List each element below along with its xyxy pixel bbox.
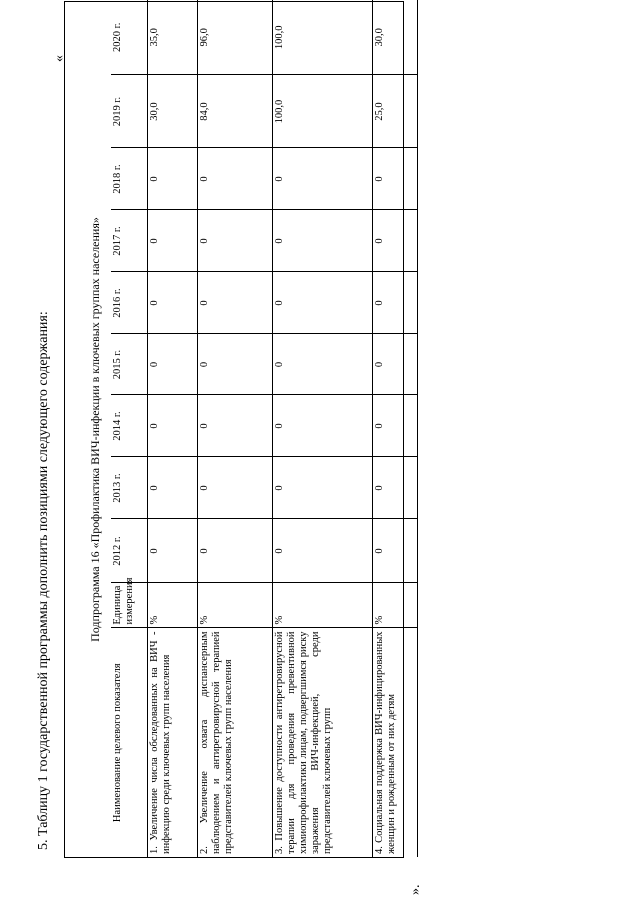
indicator-name: 1. Увеличение числа обследованных на ВИЧ - инфекцию среди ключевых групп населения (147, 628, 197, 857)
header-year: 2014 г. (111, 395, 147, 457)
value-cell: 0 (147, 148, 197, 210)
value-cell: 0 (197, 395, 272, 457)
indicator-table (111, 0, 418, 857)
header-unit: Единица измерения (111, 583, 147, 628)
value-cell: 0 (147, 334, 197, 395)
value-cell: 30,0 (372, 0, 417, 75)
header-year: 2018 г. (111, 148, 147, 210)
value-cell: 35,0 (147, 0, 197, 75)
value-cell: 0 (372, 395, 417, 457)
header-row (111, 0, 147, 857)
header-year: 2012 г. (111, 519, 147, 583)
table-row (272, 0, 372, 857)
table-row (147, 0, 197, 857)
value-cell: 0 (272, 395, 372, 457)
header-year: 2017 г. (111, 210, 147, 272)
value-cell: 0 (147, 519, 197, 583)
closing-quote: ». (408, 884, 423, 895)
indicator-name: 2. Увеличение охвата диспансерным наблюдением и антиретровирусной терапией представителей ключевых групп населения (197, 628, 272, 857)
value-cell: 0 (197, 272, 272, 334)
value-cell: 96,0 (197, 0, 272, 75)
value-cell: 0 (372, 334, 417, 395)
value-cell: 0 (372, 210, 417, 272)
value-cell: 0 (197, 457, 272, 519)
value-cell: 0 (272, 210, 372, 272)
header-year: 2019 г. (111, 75, 147, 148)
value-cell: 0 (372, 148, 417, 210)
value-cell: 0 (272, 334, 372, 395)
opening-quote: « (52, 55, 67, 62)
value-cell: 0 (147, 272, 197, 334)
value-cell: 100,0 (272, 75, 372, 148)
value-cell: 0 (197, 519, 272, 583)
header-year: 2016 г. (111, 272, 147, 334)
value-cell: 0 (197, 148, 272, 210)
amendment-intro: 5. Таблицу 1 государственной программы дополнить позициями следующего содержания: (36, 311, 51, 850)
value-cell: 0 (272, 148, 372, 210)
indicator-name: 3. Повышение доступности антиретровирусной терапии для проведения превентивной химиопрофилактики лицам, подвергшимся риску заражения ВИЧ-инфекцией, среди представителей ключевых групп (272, 628, 372, 857)
indicator-name: 4. Социальная поддержка ВИЧ-инфицированных женщин и рожденным от них детям (372, 628, 417, 857)
header-year: 2013 г. (111, 457, 147, 519)
value-cell: 0 (272, 457, 372, 519)
header-name: Наименование целевого показателя (111, 628, 147, 857)
value-cell: 0 (372, 457, 417, 519)
indicator-table-frame (64, 1, 404, 858)
value-cell: 0 (372, 519, 417, 583)
value-cell: 0 (147, 395, 197, 457)
value-cell: 0 (372, 272, 417, 334)
indicator-unit: % (197, 583, 272, 628)
value-cell: 84,0 (197, 75, 272, 148)
value-cell: 100,0 (272, 0, 372, 75)
value-cell: 0 (147, 457, 197, 519)
indicator-unit: % (272, 583, 372, 628)
value-cell: 0 (272, 519, 372, 583)
value-cell: 0 (197, 334, 272, 395)
value-cell: 0 (272, 272, 372, 334)
value-cell: 30,0 (147, 75, 197, 148)
table-row (197, 0, 272, 857)
indicator-unit: % (147, 583, 197, 628)
value-cell: 0 (197, 210, 272, 272)
header-year: 2020 г. (111, 0, 147, 75)
value-cell: 25,0 (372, 75, 417, 148)
value-cell: 0 (147, 210, 197, 272)
table-row (372, 0, 417, 857)
subprogram-title: Подпрограмма 16 «Профилактика ВИЧ-инфекции в ключевых группах населения» (88, 217, 102, 642)
header-year: 2015 г. (111, 334, 147, 395)
indicator-unit: % (372, 583, 417, 628)
